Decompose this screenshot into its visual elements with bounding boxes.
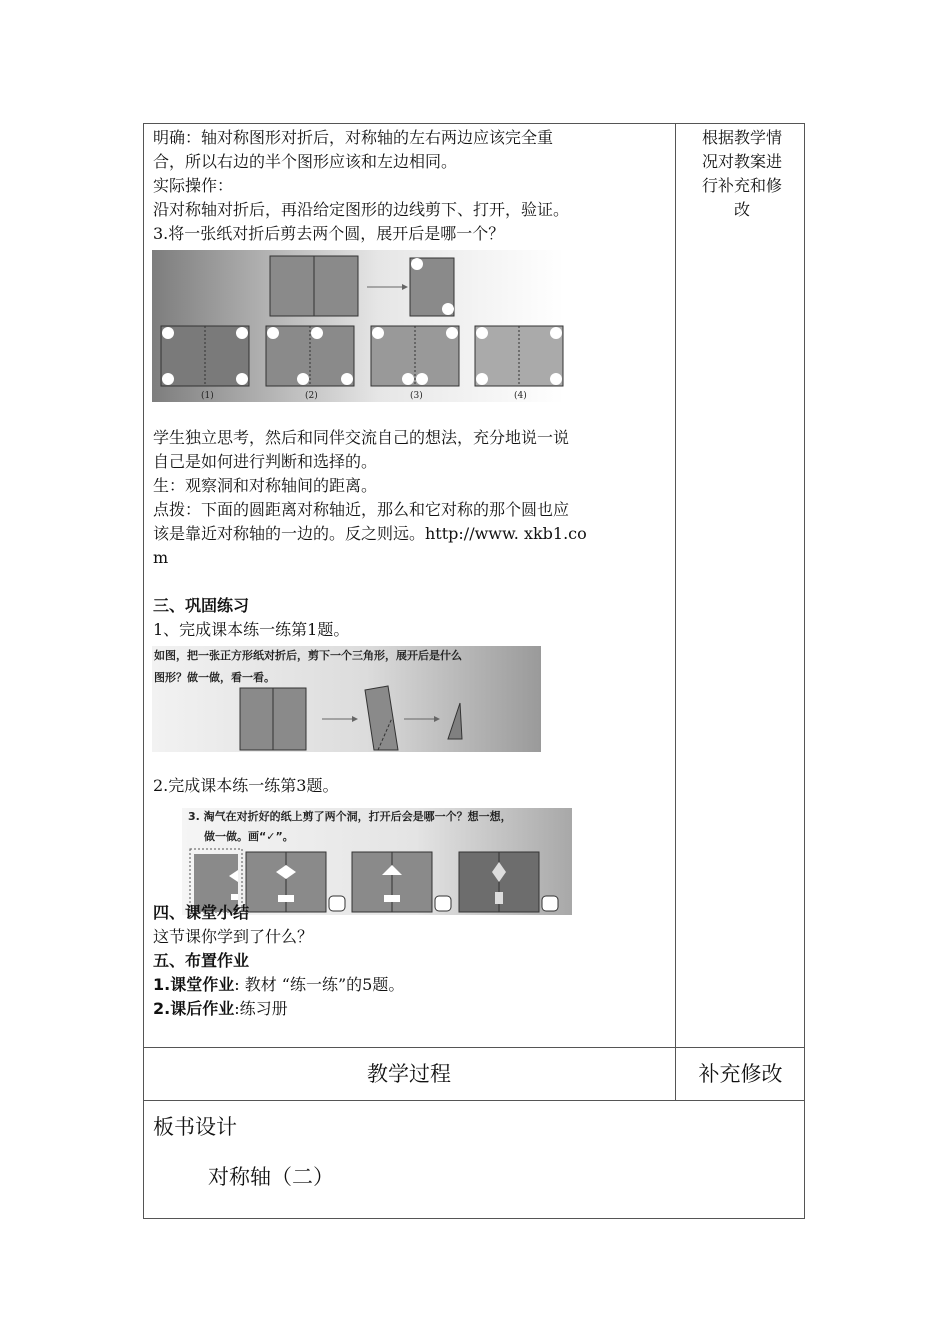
- text-line: 自己是如何进行判断和选择的。: [153, 452, 378, 471]
- option-label: (3): [410, 391, 423, 401]
- text-line: 该是靠近对称轴的一边的。反之则远。http://www. xkb1.co: [153, 524, 587, 543]
- figure-caption: 做一做。画“✓”。: [204, 830, 294, 843]
- fold-triangle-figure: [152, 646, 541, 752]
- row-divider-2: [143, 1100, 805, 1101]
- side-note-line: 改: [733, 200, 750, 219]
- column-divider: [675, 123, 676, 1101]
- side-note-line: 行补充和修: [701, 176, 782, 195]
- side-note-line: 根据教学情: [701, 128, 782, 147]
- exercise-2: [153, 774, 665, 798]
- option-label: (1): [201, 391, 214, 401]
- lesson-content: [153, 126, 665, 246]
- section-title: 四、课堂小结: [153, 903, 250, 922]
- lesson-discussion: [153, 426, 665, 642]
- process-header: 教学过程: [367, 1062, 451, 1086]
- text-line: 3.将一张纸对折后剪去两个圆，展开后是哪一个？: [153, 224, 505, 243]
- text-line: 点拨：下面的圆距离对称轴近，那么和它对称的那个圆也应: [153, 500, 570, 519]
- homework-text: : 教材 “练一练”的5题。: [234, 975, 405, 994]
- option-label: (2): [305, 391, 318, 401]
- board-design-title: 板书设计: [153, 1115, 237, 1139]
- board-design-content: 对称轴（二）: [208, 1165, 334, 1189]
- homework-line: [153, 997, 665, 1021]
- fold-holes-figure: [182, 808, 572, 915]
- figure-caption: 如图，把一张正方形纸对折后，剪下一个三角形，展开后是什么: [154, 649, 462, 662]
- text-line: m: [153, 548, 169, 567]
- section-title: 三、巩固练习: [153, 596, 250, 615]
- exercise-line: 2.完成课本练一练第3题。: [153, 776, 339, 795]
- summary-and-homework: [153, 901, 665, 1021]
- text-line: 沿对称轴对折后，再沿给定图形的边线剪下、打开，验证。: [153, 200, 570, 219]
- homework-text: :练习册: [234, 999, 288, 1018]
- exercise-line: 1、完成课本练一练第1题。: [153, 620, 350, 639]
- row-divider-1: [143, 1047, 805, 1048]
- text-line: 明确：轴对称图形对折后，对称轴的左右两边应该完全重: [153, 128, 554, 147]
- revise-header: 补充修改: [698, 1062, 783, 1086]
- fold-circles-figure: [152, 250, 564, 402]
- text-line: 合，所以右边的半个图形应该和左边相同。: [153, 152, 458, 171]
- figure-caption: 图形？做一做，看一看。: [154, 671, 275, 684]
- side-note: [690, 126, 794, 222]
- figure-caption: 3. 淘气在对折好的纸上剪了两个洞，打开后会是哪一个？想一想，: [188, 810, 512, 823]
- option-label: (4): [514, 391, 527, 401]
- text-line: 学生独立思考，然后和同伴交流自己的想法，充分地说一说: [153, 428, 570, 447]
- side-note-line: 况对教案进: [701, 152, 782, 171]
- text-line: 生：观察洞和对称轴间的距离。: [153, 476, 378, 495]
- text-line: 这节课你学到了什么？: [153, 927, 314, 946]
- homework-label: 2.课后作业: [153, 999, 235, 1018]
- text-line: 实际操作：: [153, 176, 234, 195]
- section-title: 五、布置作业: [153, 951, 250, 970]
- homework-label: 1.课堂作业: [153, 975, 235, 994]
- homework-line: [153, 973, 665, 997]
